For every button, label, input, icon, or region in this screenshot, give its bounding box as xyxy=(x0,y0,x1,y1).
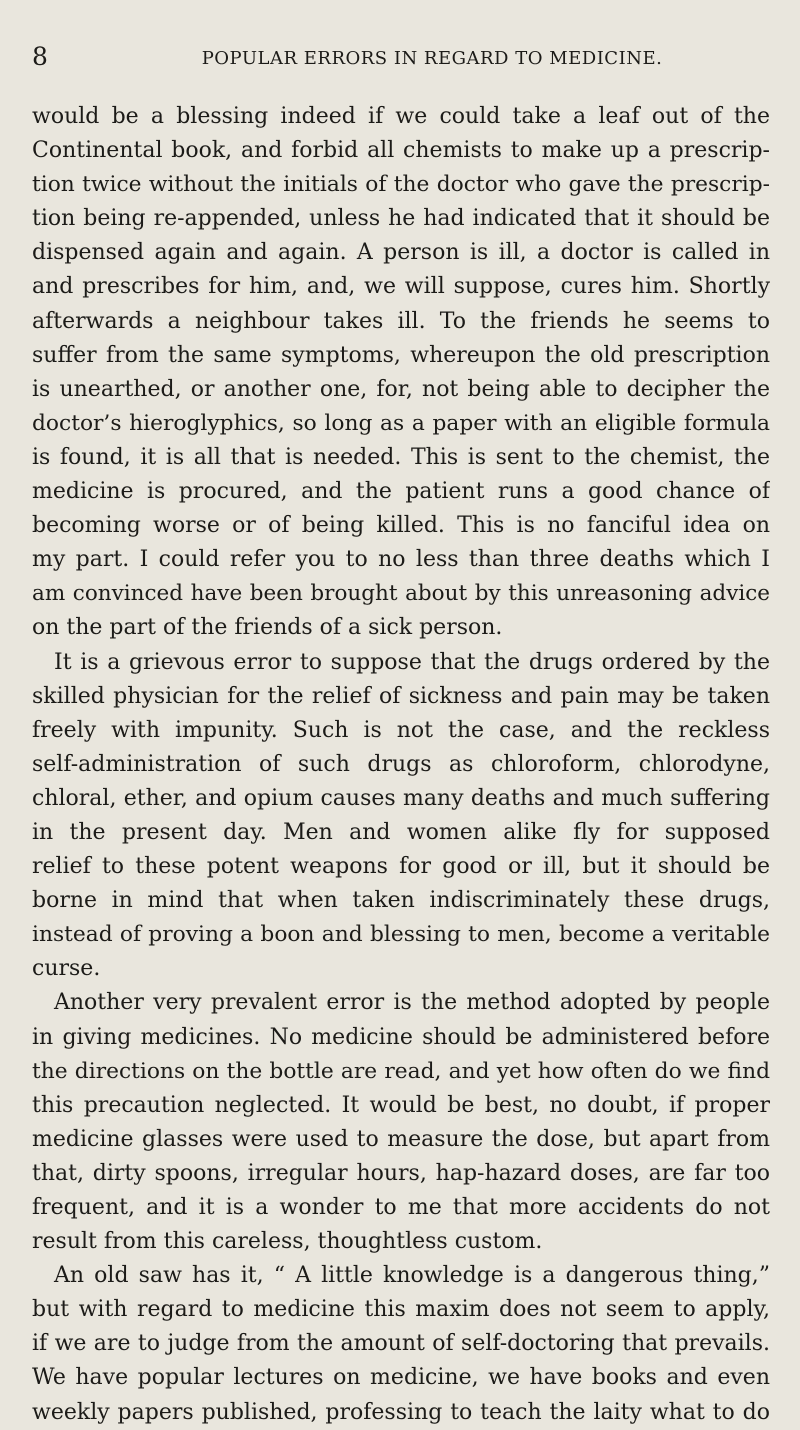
text-line: in giving medicines. No medicine should be administered before xyxy=(32,1024,770,1050)
page-header xyxy=(30,42,770,72)
text-line: chloral, ether, and opium causes many deaths and much suffering xyxy=(32,785,770,811)
text-line: freely with impunity. Such is not the case, and the reckless xyxy=(32,717,770,743)
text-line: borne in mind that when taken indiscriminately these drugs, xyxy=(32,888,770,914)
text-line: the directions on the bottle are read, and yet how often do we find xyxy=(32,1058,770,1084)
text-line: becoming worse or of being killed. This is no fanciful idea on xyxy=(32,513,770,539)
text-line: We have popular lectures on medicine, we have books and even xyxy=(32,1365,770,1391)
text-line: relief to these potent weapons for good or ill, but it should be xyxy=(32,854,770,880)
text-line: that, dirty spoons, irregular hours, hap-hazard doses, are far too xyxy=(32,1160,770,1186)
text-line: doctor’s hieroglyphics, so long as a paper with an eligible formula xyxy=(32,410,770,436)
text-line: skilled physician for the relief of sickness and pain may be taken xyxy=(32,683,770,709)
text-line: dispensed again and again. A person is ill, a doctor is called in xyxy=(32,240,770,266)
text-line: on the part of the friends of a sick person. xyxy=(32,615,503,641)
text-line: is found, it is all that is needed. This is sent to the chemist, the xyxy=(32,444,770,470)
text-line: curse. xyxy=(32,956,101,982)
text-line: tion twice without the initials of the doctor who gave the prescrip- xyxy=(32,172,770,198)
text-line: medicine glasses were used to measure the dose, but apart from xyxy=(32,1126,770,1152)
text-line: my part. I could refer you to no less than three deaths which I xyxy=(32,547,770,573)
text-line: afterwards a neighbour takes ill. To the friends he seems to xyxy=(32,308,770,334)
text-line: would be a blessing indeed if we could take a leaf out of the xyxy=(32,104,770,129)
text-line: am convinced have been brought about by this unreasoning advice xyxy=(32,581,770,607)
text-line: if we are to judge from the amount of self-doctoring that prevails. xyxy=(32,1331,770,1357)
page-number: 8 xyxy=(32,42,48,71)
text-line: weekly papers published, professing to teach the laity what to do xyxy=(32,1399,770,1425)
text-line: Continental book, and forbid all chemists to make up a prescrip- xyxy=(32,138,770,164)
text-line: An old saw has it, “ A little knowledge is a dangerous thing,” xyxy=(54,1263,770,1289)
text-line: frequent, and it is a wonder to me that more accidents do not xyxy=(32,1195,770,1220)
text-line: Another very prevalent error is the method adopted by people xyxy=(54,990,770,1016)
text-line: result from this careless, thoughtless custom. xyxy=(32,1229,543,1255)
running-head: POPULAR ERRORS IN REGARD TO MEDICINE. xyxy=(201,48,663,69)
text-line: in the present day. Men and women alike fly for supposed xyxy=(32,819,770,845)
text-line: is unearthed, or another one, for, not being able to decipher the xyxy=(32,376,770,402)
text-line: but with regard to medicine this maxim does not seem to apply, xyxy=(32,1297,770,1323)
text-line: and prescribes for him, and, we will suppose, cures him. Shortly xyxy=(32,274,770,300)
text-line: this precaution neglected. It would be best, no doubt, if proper xyxy=(32,1092,770,1118)
text-line: instead of proving a boon and blessing to men, become a veritable xyxy=(32,922,770,948)
text-line: medicine is procured, and the patient runs a good chance of xyxy=(32,479,770,505)
text-line: tion being re-appended, unless he had indicated that it should be xyxy=(32,206,770,232)
body-text xyxy=(32,100,770,1430)
text-line: suffer from the same symptoms, whereupon the old prescription xyxy=(32,342,770,368)
text-line: self-administration of such drugs as chloroform, chlorodyne, xyxy=(32,751,770,777)
text-line: It is a grievous error to suppose that the drugs ordered by the xyxy=(54,649,770,675)
